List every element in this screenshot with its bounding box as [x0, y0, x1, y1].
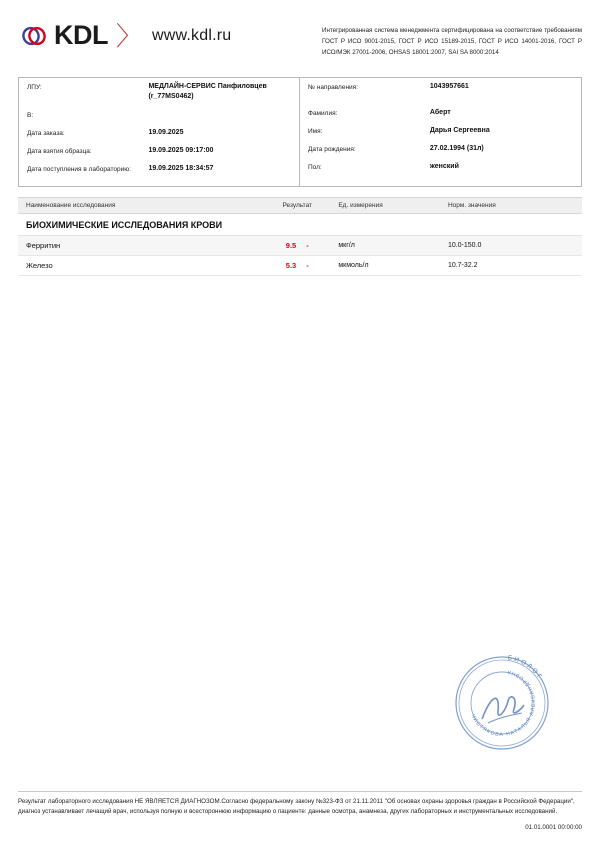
results-table — [18, 197, 582, 276]
table-row — [18, 256, 582, 276]
info-value: 19.09.2025 — [148, 128, 184, 136]
footer-disclaimer: Результат лабораторного исследования НЕ ЯВЛЯЕТСЯ ДИАГНОЗОМ.Согласно федеральному закону №323-ФЗ от 21.11.2011 "Об основах охраны здоровья граждан в Российской Федерации", диагноз устанавливает лечащий врач, используя полную и всестороннюю информацию о пациенте: данные осмотра, анамнеза, других лабораторных и инструментальных исследований. — [18, 797, 575, 816]
table-row — [18, 236, 582, 256]
result-value: 5.3 — [285, 260, 297, 270]
info-label: В: — [27, 111, 34, 119]
info-label: Дата заказа: — [27, 129, 65, 137]
result-value: 9.5 — [285, 240, 297, 250]
info-label: Дата поступления в лабораторию: — [27, 165, 131, 173]
info-row — [19, 142, 299, 160]
doctor-stamp-icon — [448, 649, 556, 757]
info-row — [300, 104, 581, 122]
analyte-name: Железо — [26, 260, 53, 270]
results-header-row — [18, 197, 582, 214]
info-label: Имя: — [308, 127, 323, 135]
info-row — [19, 78, 299, 106]
info-value: 19.09.2025 18:34:57 — [148, 164, 214, 172]
info-row — [19, 124, 299, 142]
info-value: женский — [429, 162, 459, 170]
analyte-unit: мкмоль/л — [338, 261, 369, 269]
info-value: 27.02.1994 (31л) — [429, 144, 484, 152]
analyte-result — [256, 241, 338, 250]
info-label: № направления: — [308, 83, 358, 91]
info-value: Дарья Сергеевна — [429, 126, 490, 134]
brand-logo — [18, 22, 231, 49]
analyte-name: Ферритин — [26, 240, 61, 250]
info-value: 1043957661 — [429, 82, 469, 90]
info-value: 19.09.2025 09:17:00 — [148, 146, 214, 154]
column-header-result: Результат — [282, 201, 313, 209]
patient-info-table — [18, 77, 582, 187]
analyte-norm: 10.0-150.0 — [447, 241, 482, 249]
result-flag: - — [306, 260, 309, 270]
info-row — [19, 160, 299, 186]
analyte-result — [256, 261, 338, 270]
info-value: Аберт — [429, 108, 451, 116]
brand-separator-icon: 〉 — [116, 20, 143, 51]
info-row — [19, 106, 299, 124]
column-header-name: Наименование исследования — [26, 201, 116, 209]
analyte-unit: мкг/л — [338, 241, 355, 249]
result-flag: - — [306, 240, 309, 250]
patient-info-left-column — [19, 78, 300, 186]
patient-info-right-column — [300, 78, 581, 186]
footer-print-date: 01.01.0001 00:00:00 — [525, 824, 582, 831]
report-header — [0, 0, 600, 69]
info-label: Фамилия: — [308, 109, 338, 117]
footer-divider — [18, 791, 582, 792]
svg-text:БИОЛОГ: БИОЛОГ — [507, 654, 545, 682]
info-label: Дата рождения: — [308, 145, 356, 153]
certification-text: Интегрированная система менеджмента сертифицирована на соответствие требованиям ГОСТ Р ИСО 9001-2015, ГОСТ Р ИСО 15189-2015, ГОСТ Р ИСО 14001-2016, ГОСТ Р ИСО/МЭК 27001-2006, OHSAS 18001:2007, SAI SA 8000:2014 — [322, 27, 582, 56]
info-label: ЛПУ: — [27, 83, 42, 91]
info-row — [300, 158, 581, 184]
info-row — [300, 140, 581, 158]
column-header-unit: Ед. измерения — [338, 201, 383, 209]
analyte-norm: 10.7-32.2 — [447, 261, 478, 269]
brand-url: www.kdl.ru — [152, 26, 232, 44]
results-group-title: БИОХИМИЧЕСКИЕ ИССЛЕДОВАНИЯ КРОВИ — [18, 214, 582, 236]
info-label: Дата взятия образца: — [27, 147, 92, 155]
svg-text:ЧИСТЯКОВА НАТАЛЬЯ АЛЕКСАНДРОВН: ЧИСТЯКОВА НАТАЛЬЯ АЛЕКСАНДРОВНА — [469, 668, 538, 739]
brand-name: KDL — [54, 20, 108, 50]
report-footer — [18, 791, 582, 831]
info-value: МЕДЛАЙН-СЕРВИС Панфиловцев (r_77MS0462) — [148, 82, 267, 101]
kdl-swirl-icon — [22, 23, 48, 49]
info-label: Пол: — [308, 163, 322, 171]
info-row — [300, 122, 581, 140]
info-row — [300, 78, 581, 104]
column-header-norm: Норм. значения — [447, 201, 496, 209]
